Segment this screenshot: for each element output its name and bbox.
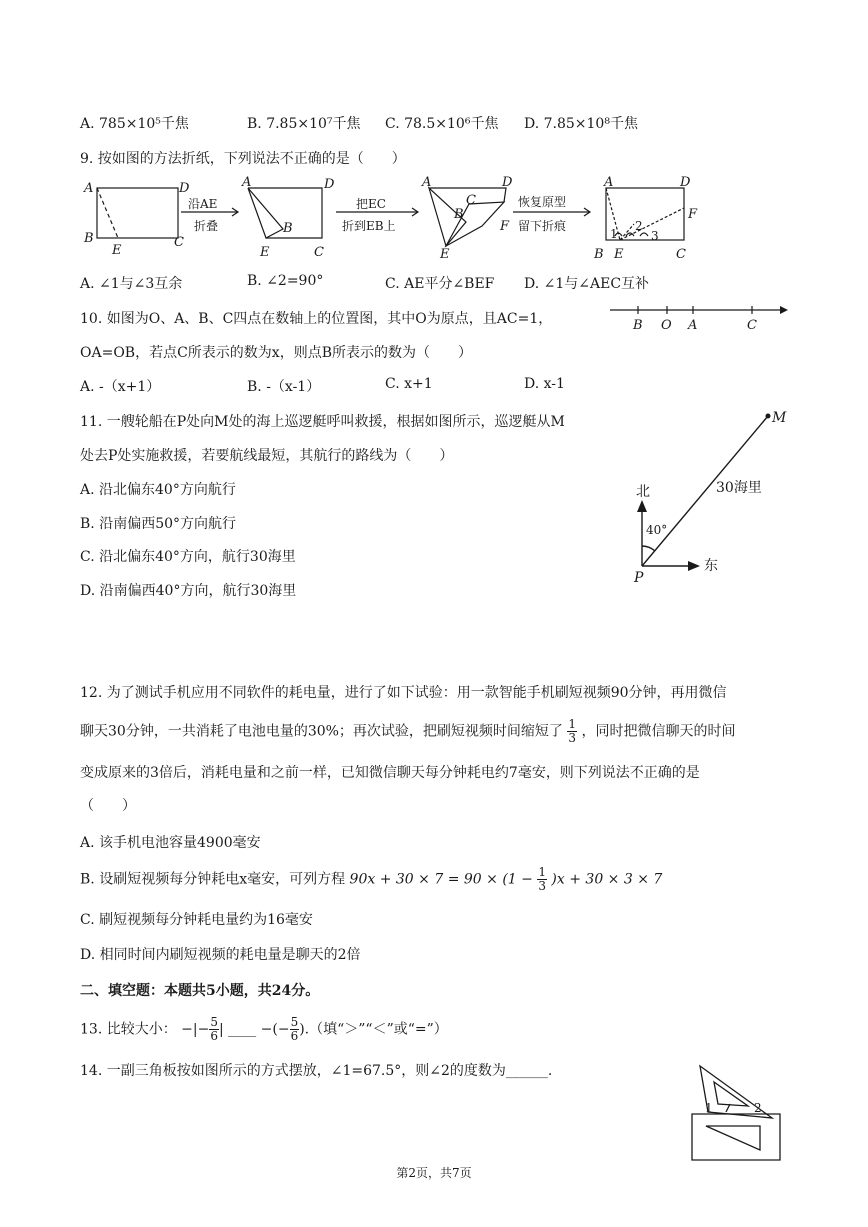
q12-line1: 12. 为了测试手机应用不同软件的耗电量，进行了如下试验：用一款智能手机刷短视频90分钟，再用微信 <box>80 685 727 701</box>
q9-s4-label-b: B <box>594 247 604 262</box>
q8-option-b: B. 7.85×10⁷千焦 <box>247 116 361 132</box>
q14-angle-2: 2 <box>754 1101 762 1115</box>
q12-line2-a: 聊天30分钟，一共消耗了电池电量的30%；再次试验，把刷短视频时间缩短了 <box>80 723 563 740</box>
q10-line2: OA=OB，若点C所表示的数为x，则点B所表示的数为（ ） <box>80 345 472 361</box>
q9-s4-label-f: F <box>688 207 698 222</box>
q9-arrow1-top: 沿AE <box>188 197 218 211</box>
q9-s3-label-f: F <box>500 219 510 234</box>
q9-option-c: C. AE平分∠BEF <box>385 276 495 292</box>
q9-s4-label-e: E <box>614 247 624 262</box>
q9-s4-label-d: D <box>680 175 691 190</box>
q11-label-p: P <box>634 570 644 586</box>
q9-arrow2-top: 把EC <box>356 197 386 211</box>
q9-s4-angle-1: 1 <box>610 227 618 241</box>
q10-line1: 10. 如图为O、A、B、C四点在数轴上的位置图，其中O为原点，且AC=1， <box>80 311 553 327</box>
q9-folding-figure <box>78 174 718 266</box>
q10-option-c: C. x+1 <box>385 376 433 392</box>
q13-line: 13. 比较大小： −|− $\frac{5}{6}$ | ____ −(− $\frac{5}{6}$ ).（填“＞”“＜”或“=”） <box>80 1015 448 1043</box>
q9-s4-angle-3: 3 <box>651 229 659 243</box>
q10-axis-label-c: C <box>747 318 757 333</box>
q12-line2-b: ，同时把微信聊天的时间 <box>581 723 736 740</box>
q11-option-d: D. 沿南偏西40°方向，航行30海里 <box>80 583 297 599</box>
section-2-heading: 二、填空题：本题共5小题，共24分。 <box>80 983 320 999</box>
q9-s2-label-a: A <box>242 175 252 190</box>
q12-option-a: A. 该手机电池容量4900毫安 <box>80 835 261 851</box>
q14-triangle-rulers-figure <box>686 1060 786 1164</box>
q9-s4-label-c: C <box>676 247 686 262</box>
q9-option-a: A. ∠1与∠3互余 <box>80 276 183 292</box>
q9-s1-label-b: B <box>84 231 94 246</box>
q9-s3-label-a: A <box>422 175 432 190</box>
q9-s1-label-d: D <box>179 181 190 196</box>
q9-s4-angle-2: 2 <box>635 219 643 233</box>
q10-option-a: A. -（x+1） <box>80 379 161 395</box>
q10-axis-label-o: O <box>661 318 672 333</box>
q12-line2 <box>80 718 735 745</box>
q13-fraction-2: $\frac{5}{6}$ <box>290 1015 299 1043</box>
q12-equation-left: 90x + 30 × 7 = 90 × (1 − <box>349 871 533 888</box>
q9-option-d: D. ∠1与∠AEC互补 <box>524 276 650 292</box>
q11-option-a: A. 沿北偏东40°方向航行 <box>80 482 236 498</box>
q11-north-label: 北 <box>636 484 650 500</box>
q9-s1-label-a: A <box>84 181 94 196</box>
q9-s2-label-e: E <box>260 245 270 260</box>
q11-line2: 处去P处实施救援，若要航线最短，其航行的路线为（ ） <box>80 448 454 464</box>
q10-axis-label-b: B <box>633 318 643 333</box>
q11-line1: 11. 一艘轮船在P处向M处的海上巡逻艇呼叫救援，根据如图所示，巡逻艇从M <box>80 414 565 430</box>
q14-line: 14. 一副三角板按如图所示的方式摆放，∠1=67.5°，则∠2的度数为______. <box>80 1063 553 1079</box>
q10-option-d: D. x-1 <box>524 376 565 392</box>
q9-stem: 9. 按如图的方法折纸，下列说法不正确的是（ ） <box>80 151 406 167</box>
q11-option-b: B. 沿南偏西50°方向航行 <box>80 516 237 532</box>
q12-fraction: $\frac{1}{3}$ <box>568 717 577 745</box>
q10-option-b: B. -（x-1） <box>247 379 321 395</box>
q12-equation-right: )x + 30 × 3 × 7 <box>551 871 663 888</box>
q9-s3-label-d: D <box>502 175 513 190</box>
east-arrow-icon <box>688 561 700 571</box>
q9-s2-label-d: D <box>324 177 335 192</box>
q11-option-c: C. 沿北偏东40°方向，航行30海里 <box>80 549 296 565</box>
q12-line3: 变成原来的3倍后，消耗电量和之前一样，已知微信聊天每分钟耗电约7毫安，则下列说法不正确的是 <box>80 765 700 781</box>
page-footer: 第2页，共7页 <box>396 1166 472 1180</box>
q13-blank[interactable]: ____ <box>228 1021 257 1038</box>
q9-option-b: B. ∠2=90° <box>247 273 324 289</box>
q12-option-c: C. 刷短视频每分钟耗电量约为16毫安 <box>80 912 313 928</box>
q9-s3-label-b: B <box>454 207 464 222</box>
q8-option-a: A. 785×10⁵千焦 <box>80 116 189 132</box>
q9-arrow2-bottom: 折到EB上 <box>342 219 396 233</box>
q10-number-line <box>604 300 794 336</box>
q9-s1-label-c: C <box>174 235 184 250</box>
q11-angle-label: 40° <box>646 523 668 537</box>
q9-s2-label-c: C <box>314 245 324 260</box>
q12-line4: （ ） <box>80 798 136 814</box>
q13-fraction-1: $\frac{5}{6}$ <box>210 1015 218 1043</box>
q9-arrow3-bottom: 留下折痕 <box>518 219 567 233</box>
north-arrow-icon <box>637 500 647 512</box>
q8-option-d: D. 7.85×10⁸千焦 <box>524 116 638 132</box>
q11-distance-label: 30海里 <box>716 480 762 496</box>
q12-option-b: B. 设刷短视频每分钟耗电x毫安，可列方程 90x + 30 × 7 = 90 × (1 − $\frac{1}{3}$ )x + 30 × 3 × 7 <box>80 865 663 893</box>
q12-equation-fraction: $\frac{1}{3}$ <box>538 865 546 893</box>
q9-s3-label-c: C <box>466 193 476 208</box>
q9-arrow3-top: 恢复原型 <box>518 195 567 209</box>
q9-s2-label-b: B <box>283 221 293 236</box>
q9-s4-label-a: A <box>604 175 614 190</box>
q11-label-m: M <box>772 410 787 426</box>
q11-east-label: 东 <box>704 558 718 574</box>
q10-axis-label-a: A <box>688 318 698 333</box>
q12-option-d: D. 相同时间内刷短视频的耗电量是聊天的2倍 <box>80 947 361 963</box>
q11-direction-figure <box>620 404 800 586</box>
q9-s1-label-e: E <box>112 243 122 258</box>
q8-option-c: C. 78.5×10⁶千焦 <box>385 116 499 132</box>
q9-arrow1-bottom: 折叠 <box>194 219 219 233</box>
q14-angle-1: 1 <box>705 1101 713 1115</box>
q9-s3-label-e: E <box>440 247 450 262</box>
